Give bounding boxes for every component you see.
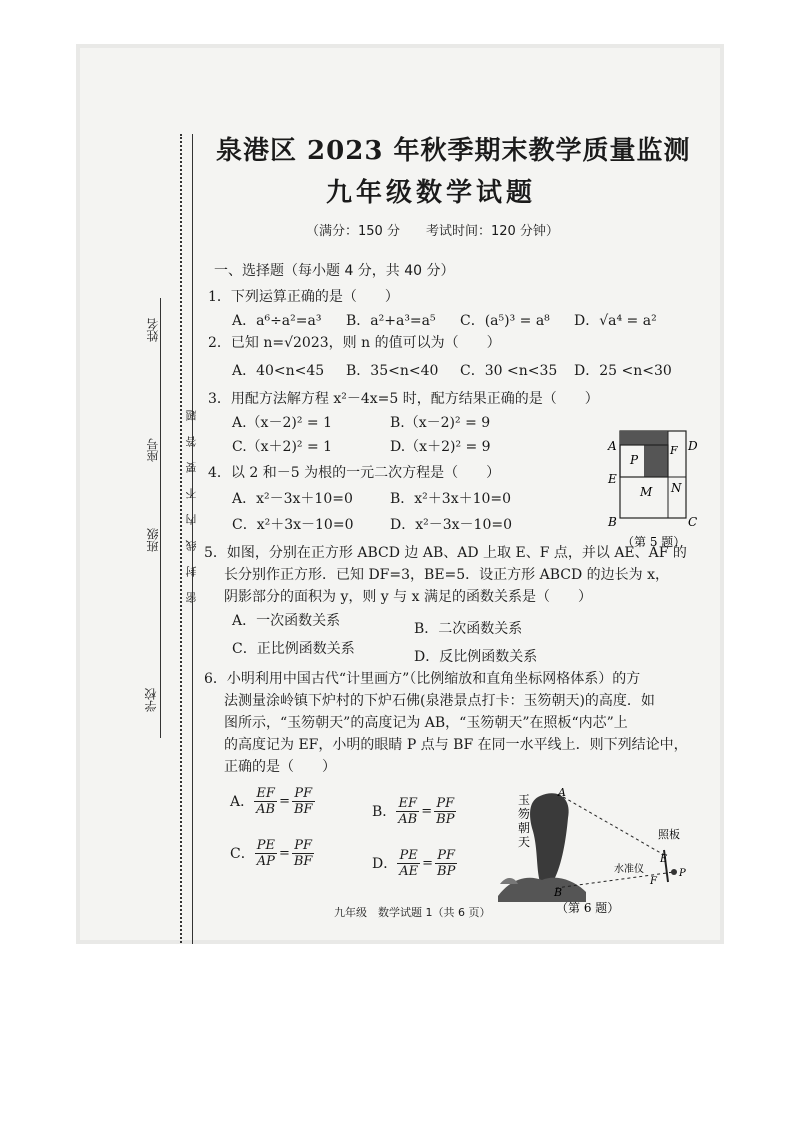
q1-option-b: B．a²+a³=a⁵ [346, 313, 436, 329]
q1-option-d: D．√a⁴ = a² [574, 313, 657, 329]
fig6-rock [530, 793, 569, 882]
q3-option-a: A.（x－2)² = 1 [232, 415, 332, 431]
q6-option-c: C． $\frac{PE}{AP}$ = $\frac{PF}{BF}$ [230, 838, 313, 869]
exam-meta: （满分：150 分 考试时间：120 分钟） [306, 224, 559, 239]
q2-stem: 2．已知 n=√2023，则 n 的值可以为（ ） [208, 335, 501, 351]
fig5-shade-right [644, 445, 668, 477]
fig5-label-p: P [630, 453, 639, 467]
q5-line1: 5．如图，分别在正方形 ABCD 边 AB、AD 上取 E、F 点，并以 AE、AF 的 [204, 545, 687, 561]
q4-option-d: D．x²－3x－10=0 [390, 517, 512, 533]
q6-option-a: A． $\frac{EF}{AB}$ = $\frac{PF}{BF}$ [230, 786, 313, 817]
fig5-shade-top [620, 431, 668, 445]
fig5-label-f: F [670, 444, 678, 457]
fig6-eye [671, 869, 677, 875]
q3-option-b: B.（x－2)² = 9 [390, 415, 491, 431]
fig5-label-b: B [608, 515, 617, 529]
q4-option-b: B．x²＋3x＋10=0 [390, 491, 512, 507]
q6-line5: 正确的是（ ） [224, 759, 336, 775]
q4-stem: 4．以 2 和－5 为根的一元二次方程是（ ） [208, 465, 501, 481]
name-label: 姓名 [146, 318, 160, 342]
seal-warning: 密 封 线 内 不 要 答 题 [185, 408, 198, 603]
fig6-label-b: B [554, 886, 563, 899]
fig6-label-f: F [650, 876, 657, 887]
q6-line2: 法测量涂岭镇下炉村的下炉石佛(泉港景点打卡：玉笏朝天)的高度．如 [224, 693, 655, 709]
section-heading: 一、选择题（每小题 4 分，共 40 分） [214, 263, 455, 279]
exam-paper [80, 48, 720, 940]
q6-option-b: B． $\frac{EF}{AB}$ = $\frac{PF}{BP}$ [372, 796, 455, 827]
class-label: 班级 [146, 528, 160, 552]
fig6-rock-text-1: 玉 [518, 793, 531, 807]
q6-option-d: D． $\frac{PE}{AE}$ = $\frac{PF}{BP}$ [372, 848, 456, 879]
q4-option-c: C．x²＋3x－10=0 [232, 517, 354, 533]
exam-subtitle: 九年级数学试题 [326, 178, 537, 208]
figure-5 [602, 426, 702, 552]
q2-option-d: D．25 <n<30 [574, 363, 672, 379]
fig5-label-m: M [640, 485, 653, 499]
q1-option-a: A．a⁶÷a²=a³ [232, 313, 322, 329]
q2-option-a: A．40<n<45 [232, 363, 325, 379]
fig6-level-label: 水准仪 [614, 864, 644, 875]
fig6-caption: （第 6 题） [556, 901, 620, 914]
fig6-rock-text-3: 朝 [518, 821, 531, 835]
fig6-rock-text-2: 笏 [518, 807, 531, 821]
q5-line2: 长分别作正方形．已知 DF=3，BE=5．设正方形 ABCD 的边长为 x， [224, 567, 670, 583]
fig6-rock-text-4: 天 [518, 835, 531, 849]
q6-line3: 图所示，“玉笏朝天”的高度记为 AB，“玉笏朝天”在照板“内芯”上 [224, 715, 628, 731]
q2-option-b: B．35<n<40 [346, 363, 439, 379]
q1-stem: 1．下列运算正确的是（ ） [208, 289, 399, 305]
fig5-label-a: A [608, 439, 617, 453]
q5-option-c: C．正比例函数关系 [232, 641, 355, 657]
fig5-label-c: C [688, 515, 698, 529]
q4-option-a: A．x²－3x＋10=0 [232, 491, 353, 507]
fig5-label-d: D [688, 439, 698, 453]
figure-6 [496, 784, 692, 914]
fig5-label-e: E [608, 472, 617, 486]
fig5-label-n: N [671, 481, 682, 495]
fig6-label-p: P [679, 868, 686, 879]
page-footer: 九年级 数学试题 1（共 6 页） [334, 906, 491, 919]
school-label: 学校 [144, 688, 158, 712]
q3-stem: 3．用配方法解方程 x²－4x=5 时，配方结果正确的是（ ） [208, 391, 599, 407]
q5-option-d: D．反比例函数关系 [414, 649, 538, 665]
q6-line1: 6．小明利用中国古代“计里画方”（比例缩放和直角坐标网格体系）的方 [204, 671, 641, 687]
fig6-label-a: A [558, 786, 566, 799]
fig6-sight-line [558, 794, 666, 856]
fig6-label-e: E [660, 854, 668, 865]
seat-label: 座号 [146, 438, 160, 462]
q6-line4: 的高度记为 EF，小明的眼睛 P 点与 BF 在同一水平线上．则下列结论中， [224, 737, 688, 753]
q5-line3: 阴影部分的面积为 y，则 y 与 x 满足的函数关系是（ ） [224, 589, 592, 605]
fig5-caption: （第 5 题） [622, 535, 686, 549]
fig6-board-label: 照板 [658, 828, 680, 841]
binding-dotted-line [180, 134, 182, 944]
q3-option-d: D.（x＋2)² = 9 [390, 439, 491, 455]
q5-option-b: B．二次函数关系 [414, 621, 523, 637]
q2-option-c: C．30 <n<35 [460, 363, 558, 379]
q1-option-c: C．(a⁵)³ = a⁸ [460, 313, 550, 329]
fill-line [160, 298, 161, 738]
exam-title: 泉港区 2023 年秋季期末教学质量监测 [216, 136, 691, 166]
q5-option-a: A．一次函数关系 [232, 613, 341, 629]
q3-option-c: C.（x＋2)² = 1 [232, 439, 333, 455]
photo-frame [76, 44, 724, 944]
